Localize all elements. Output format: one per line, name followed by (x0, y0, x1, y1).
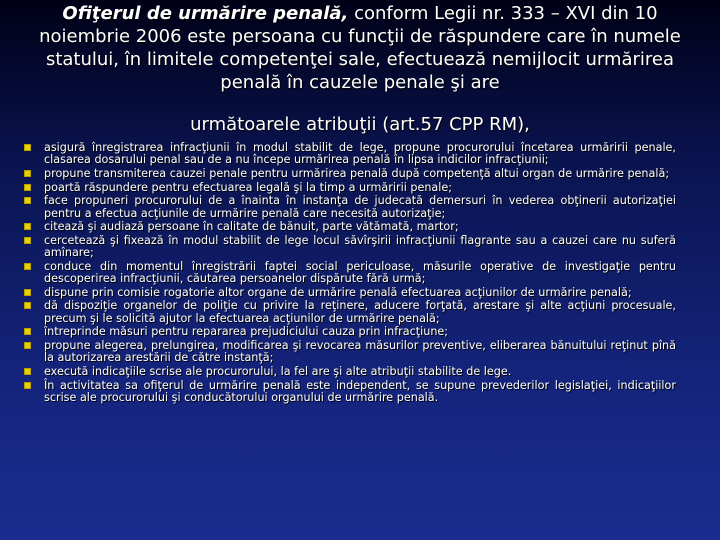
square-bullet-icon (24, 237, 31, 244)
bullet-item (22, 235, 676, 259)
square-bullet-icon (24, 368, 31, 375)
bullet-text: dă dispoziţie organelor de poliţie cu privire la reţinere, aducere forţată, arestare şi alte acţiuni procesuale, precum şi le solicită ajutor la efectuarea acţiunilor de urmărire penală; (44, 299, 676, 325)
square-bullet-icon (24, 289, 31, 296)
bullet-text: face propuneri procurorului de a înainta în instanţa de judecată demersuri în vederea obţinerii autorizaţiei pentru a efectua acţiunile de urmărire penală care necesită autorizaţie; (44, 194, 676, 220)
title-line-2: următoarele atribuţii (art.57 CPP RM), (190, 114, 530, 135)
bullet-text: propune transmiterea cauzei penale pentru urmărirea penală după competenţă altui organ de urmărire penală; (44, 166, 670, 180)
bullet-item (22, 182, 676, 194)
bullet-text: dispune prin comisie rogatorie altor organe de urmărire penală efectuarea acţiunilor de urmărire penală; (44, 285, 632, 299)
bullet-item (22, 340, 676, 364)
bullet-item (22, 380, 676, 404)
bullet-text: citează şi audiază persoane în calitate de bănuit, parte vătămată, martor; (44, 220, 459, 234)
bullet-item (22, 195, 676, 219)
square-bullet-icon (24, 184, 31, 191)
bullet-item (22, 300, 676, 324)
bullet-text: poartă răspundere pentru efectuarea legală şi la timp a urmăririi penale; (44, 180, 453, 194)
title-text: conform Legii nr. 333 – XVI din 10 noiembrie 2006 este persoana cu funcţii de răspundere care în numele statului, în limitele competenţei sale, efectuează nemijlocit urmărirea penală în cauzele penale şi are (39, 3, 681, 93)
bullet-item (22, 326, 676, 338)
square-bullet-icon (24, 342, 31, 349)
square-bullet-icon (24, 197, 31, 204)
slide-title (30, 2, 690, 136)
square-bullet-icon (24, 328, 31, 335)
bullet-text: conduce din momentul înregistrării faptei social periculoase, măsurile operative de investigaţie pentru descoperirea infracţiunii, căutarea persoanelor dispărute fără urmă; (44, 259, 676, 286)
bullet-item (22, 221, 676, 233)
bullet-text: întreprinde măsuri pentru repararea prejudiciului cauza prin infracţiune; (44, 325, 449, 339)
title-emphasis: Ofiţerul de urmărire penală, (62, 3, 349, 24)
bullet-list (22, 142, 676, 406)
square-bullet-icon (24, 302, 31, 309)
square-bullet-icon (24, 170, 31, 177)
bullet-item (22, 142, 676, 166)
bullet-text: În activitatea sa ofiţerul de urmărire penală este independent, se supune prevederilor legislaţiei, indicaţiilor scrise ale procurorului şi conducătorului organului de urmărire penală. (44, 378, 676, 404)
square-bullet-icon (24, 382, 31, 389)
square-bullet-icon (24, 223, 31, 230)
bullet-text: cercetează şi fixează în modul stabilit de lege locul săvîrşirii infracţiunii flagrante sau a cauzei care nu suferă amînare; (44, 233, 676, 260)
bullet-item (22, 287, 676, 299)
bullet-item (22, 168, 676, 180)
bullet-text: execută indicaţiile scrise ale procurorului, la fel are şi alte atribuţii stabilite de lege. (44, 364, 512, 378)
bullet-item (22, 366, 676, 378)
square-bullet-icon (24, 144, 31, 151)
square-bullet-icon (24, 263, 31, 270)
bullet-text: asigură înregistrarea infracţiunii în modul stabilit de lege, propune procurorului încetarea urmăririi penale, clasarea dosarului penal sau de a nu începe urmărirea penală în lipsa indicilor infracţiunii; (44, 141, 676, 167)
bullet-item (22, 261, 676, 285)
bullet-text: propune alegerea, prelungirea, modificarea şi revocarea măsurilor preventive, eliberarea bănuitului reţinut pînă la autorizarea arestării de către instanţă; (44, 339, 676, 365)
